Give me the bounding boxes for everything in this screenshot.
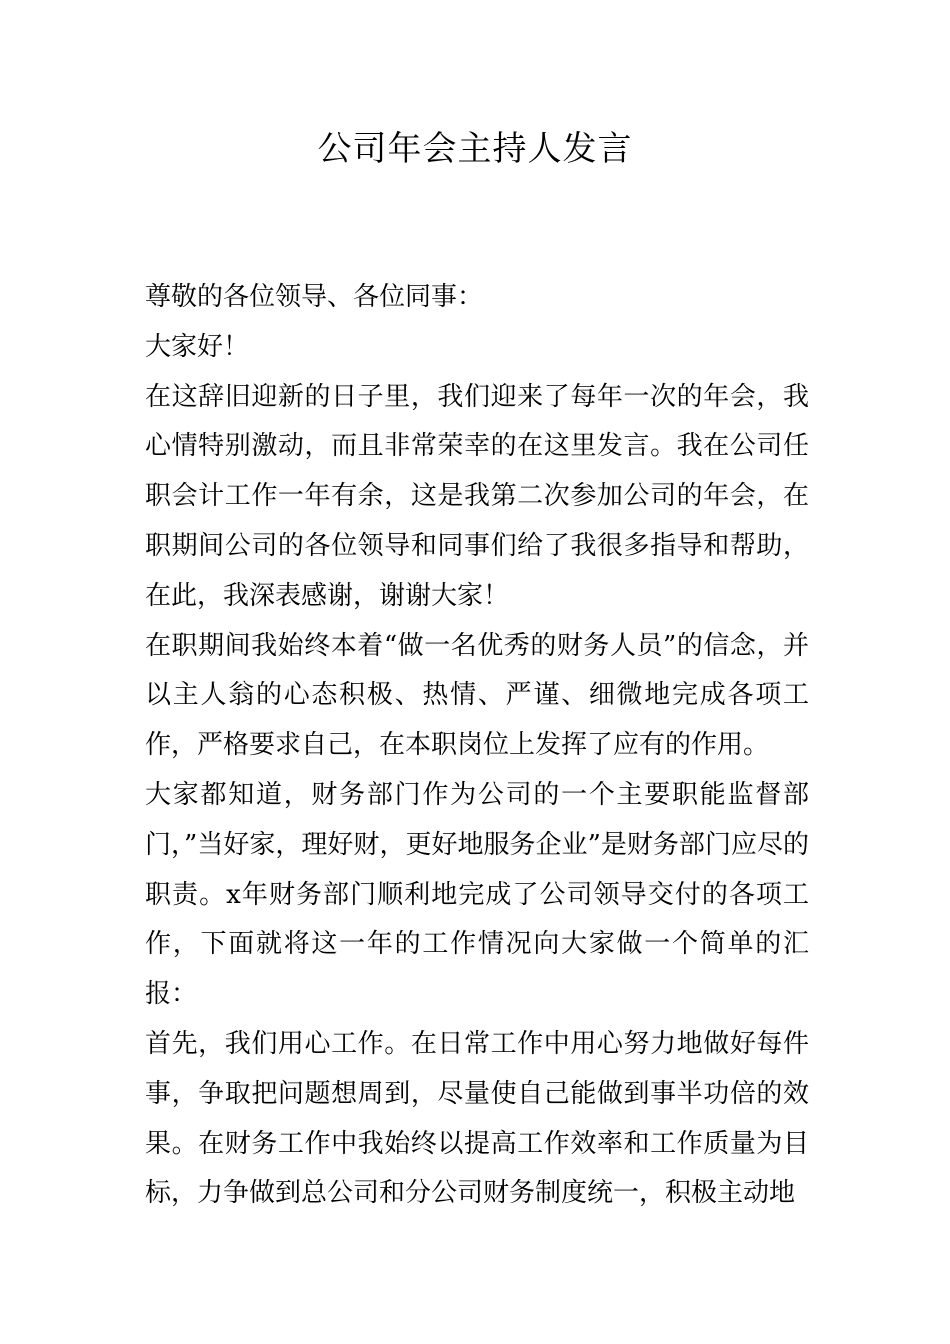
greeting: 大家好！ [145, 331, 250, 362]
salutation: 尊敬的各位领导、各位同事： [145, 282, 484, 312]
document-body [145, 273, 809, 1219]
paragraph-belief: 在职期间我始终本着“做一名优秀的财务人员”的信念，并以主人翁的心态积极、热情、严谨、细微地完成各项工作，严格要求自己，在本职岗位上发挥了应有的作用。 [145, 630, 809, 761]
paragraph-first: 首先，我们用心工作。在日常工作中用心努力地做好每件事，争取把问题想周到，尽量使自己能做到事半功倍的效果。在财务工作中我始终以提高工作效率和工作质量为目标，力争做到总公司和分公司财务制度统一，积极主动地 [145, 1028, 809, 1209]
paragraph-department: 大家都知道，财务部门作为公司的一个主要职能监督部门，”当好家，理好财，更好地服务企业”是财务部门应尽的职责。x年财务部门顺利地完成了公司领导交付的各项工作，下面就将这一年的工作情况向大家做一个简单的汇报： [145, 779, 809, 1010]
document-title: 公司年会主持人发言 [317, 129, 633, 169]
paragraph-intro: 在这辞旧迎新的日子里，我们迎来了每年一次的年会，我心情特别激动，而且非常荣幸的在这里发言。我在公司任职会计工作一年有余，这是我第二次参加公司的年会，在职期间公司的各位领导和同事们给了我很多指导和帮助，在此，我深表感谢，谢谢大家！ [145, 381, 809, 611]
